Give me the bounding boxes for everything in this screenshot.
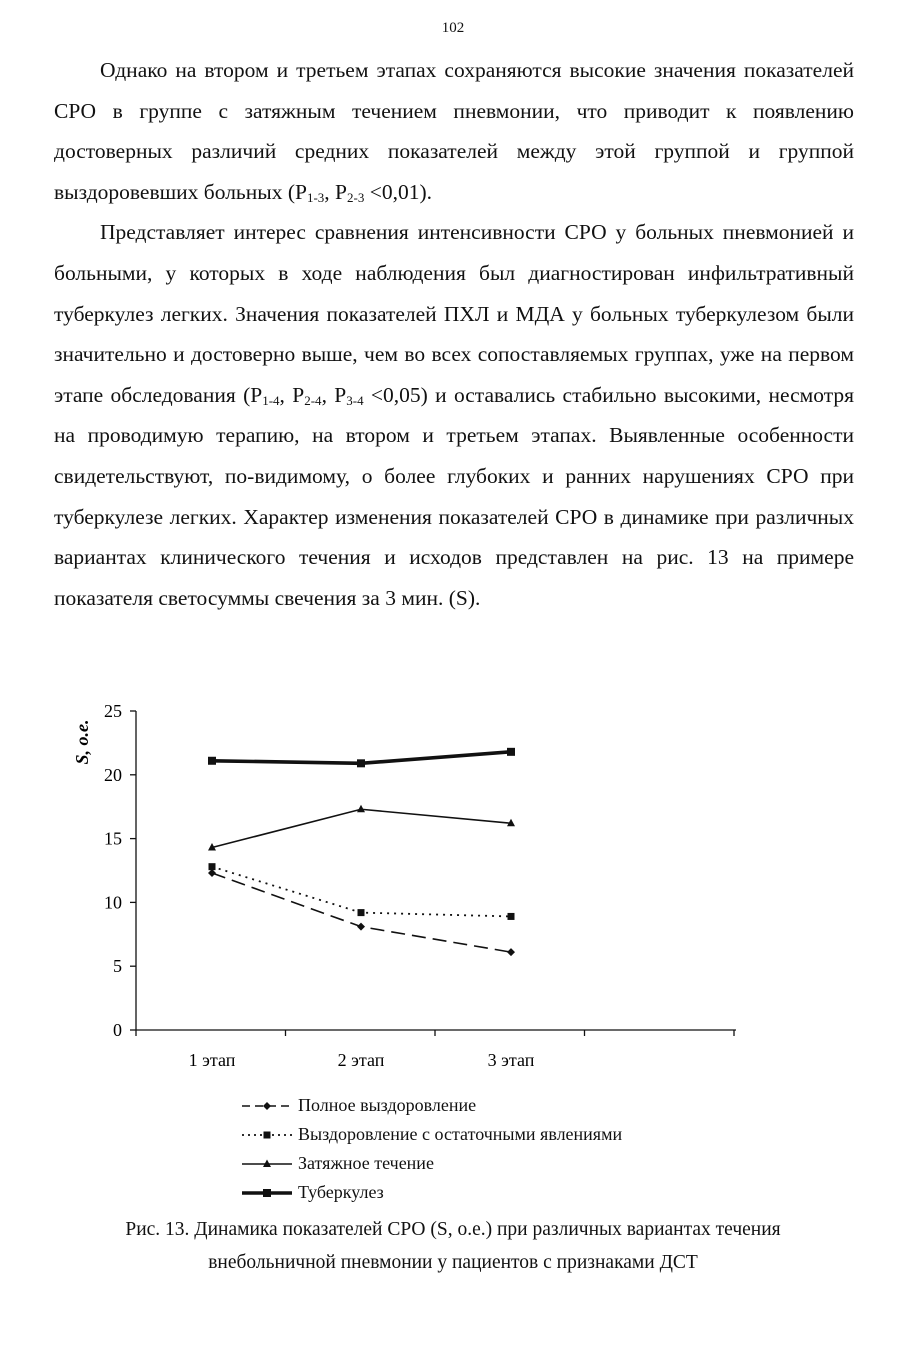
- subscript: 1-3: [306, 189, 325, 205]
- y-tick-label: 15: [104, 828, 122, 849]
- figure-caption: [0, 1213, 906, 1279]
- line-chart: [0, 690, 906, 1090]
- legend-item-3: [240, 1149, 622, 1178]
- legend-item-2: [240, 1120, 622, 1149]
- y-tick-label: 20: [104, 764, 122, 785]
- caption-line-1: Рис. 13. Динамика показателей СРО (S, о.е.) при различных вариантах течения: [125, 1219, 781, 1240]
- legend-label: Туберкулез: [298, 1182, 384, 1202]
- chart-legend: [240, 1091, 622, 1207]
- data-point: [208, 869, 216, 877]
- legend-swatch-dashed-diamond: [240, 1100, 294, 1112]
- data-point: [358, 909, 365, 916]
- subscript: 3-4: [346, 392, 364, 408]
- legend-label: Затяжное течение: [298, 1153, 434, 1173]
- y-tick-label: 25: [104, 701, 122, 721]
- data-point: [508, 913, 515, 920]
- series-lines: [212, 752, 511, 952]
- data-point: [507, 748, 515, 756]
- x-tick-label: 2 этап: [337, 1050, 385, 1070]
- legend-label: Выздоровление с остаточными явлениями: [298, 1124, 623, 1144]
- x-tick-label: 1 этап: [188, 1050, 236, 1070]
- y-tick-labels: [104, 701, 122, 1040]
- data-point: [208, 757, 216, 765]
- series-line-2: [212, 867, 511, 917]
- subscript: 2-4: [304, 392, 322, 408]
- series-markers: [208, 748, 515, 956]
- caption-line-2: внебольничной пневмонии у пациентов с признаками ДСТ: [208, 1252, 698, 1273]
- y-tick-label: 0: [113, 1020, 122, 1040]
- y-tick-label: 5: [113, 956, 122, 977]
- legend-item-4: [240, 1178, 622, 1207]
- data-point: [209, 863, 216, 870]
- data-point: [357, 805, 365, 813]
- y-axis-label: S, о.е.: [72, 719, 92, 765]
- body-text: [54, 50, 854, 618]
- data-point: [357, 759, 365, 767]
- legend-label: Полное выздоровление: [298, 1095, 477, 1115]
- paragraph: Однако на втором и третьем этапах сохраняются высокие значения показателей СРО в группе с затяжным течением пневмонии, что приводит к появлению достоверных различий средних показателей между этой группой и группой выздоровевших больных ($P_{1-3}$, $P_{2-3} <0,01$).: [54, 58, 854, 205]
- subscript: 1-4: [262, 392, 280, 408]
- x-tick-label: 3 этап: [487, 1050, 535, 1070]
- legend-swatch-bold-square: [240, 1187, 294, 1199]
- paragraph: Представляет интерес сравнения интенсивности СРО у больных пневмонией и больными, у которых в ходе наблюдения был диагностирован инфильтративный туберкулез легких. Значения показателей ПХЛ и МДА у больных туберкулезом были значительно и достоверно выше, чем во всех сопоставляемых группах, уже на первом этапе обследования ($P_{1-4}$, $P_{2-4}$, $P_{3-4} <0,05$) и оставались стабильно высокими, несмотря на проводимую терапию, на втором и третьем этапах. Выявленные особенности свидетельствуют, по-видимому, о более глубоких и ранних нарушениях СРО при туберкулезе легких. Характер изменения показателей СРО в динамике при различных вариантах клинического течения и исходов представлен на рис. 13 на примере показателя светосуммы свечения за 3 мин. (S).: [54, 220, 854, 610]
- page-number: 102: [441, 20, 465, 36]
- data-point: [357, 923, 365, 931]
- legend-swatch-dotted-square: [240, 1129, 294, 1141]
- data-point: [507, 948, 515, 956]
- series-line-3: [212, 809, 511, 847]
- legend-swatch-solid-triangle: [240, 1158, 294, 1170]
- y-tick-label: 10: [104, 892, 122, 913]
- legend-item-1: [240, 1091, 622, 1120]
- subscript: 2-3: [347, 189, 365, 205]
- x-tick-labels: [189, 1050, 535, 1070]
